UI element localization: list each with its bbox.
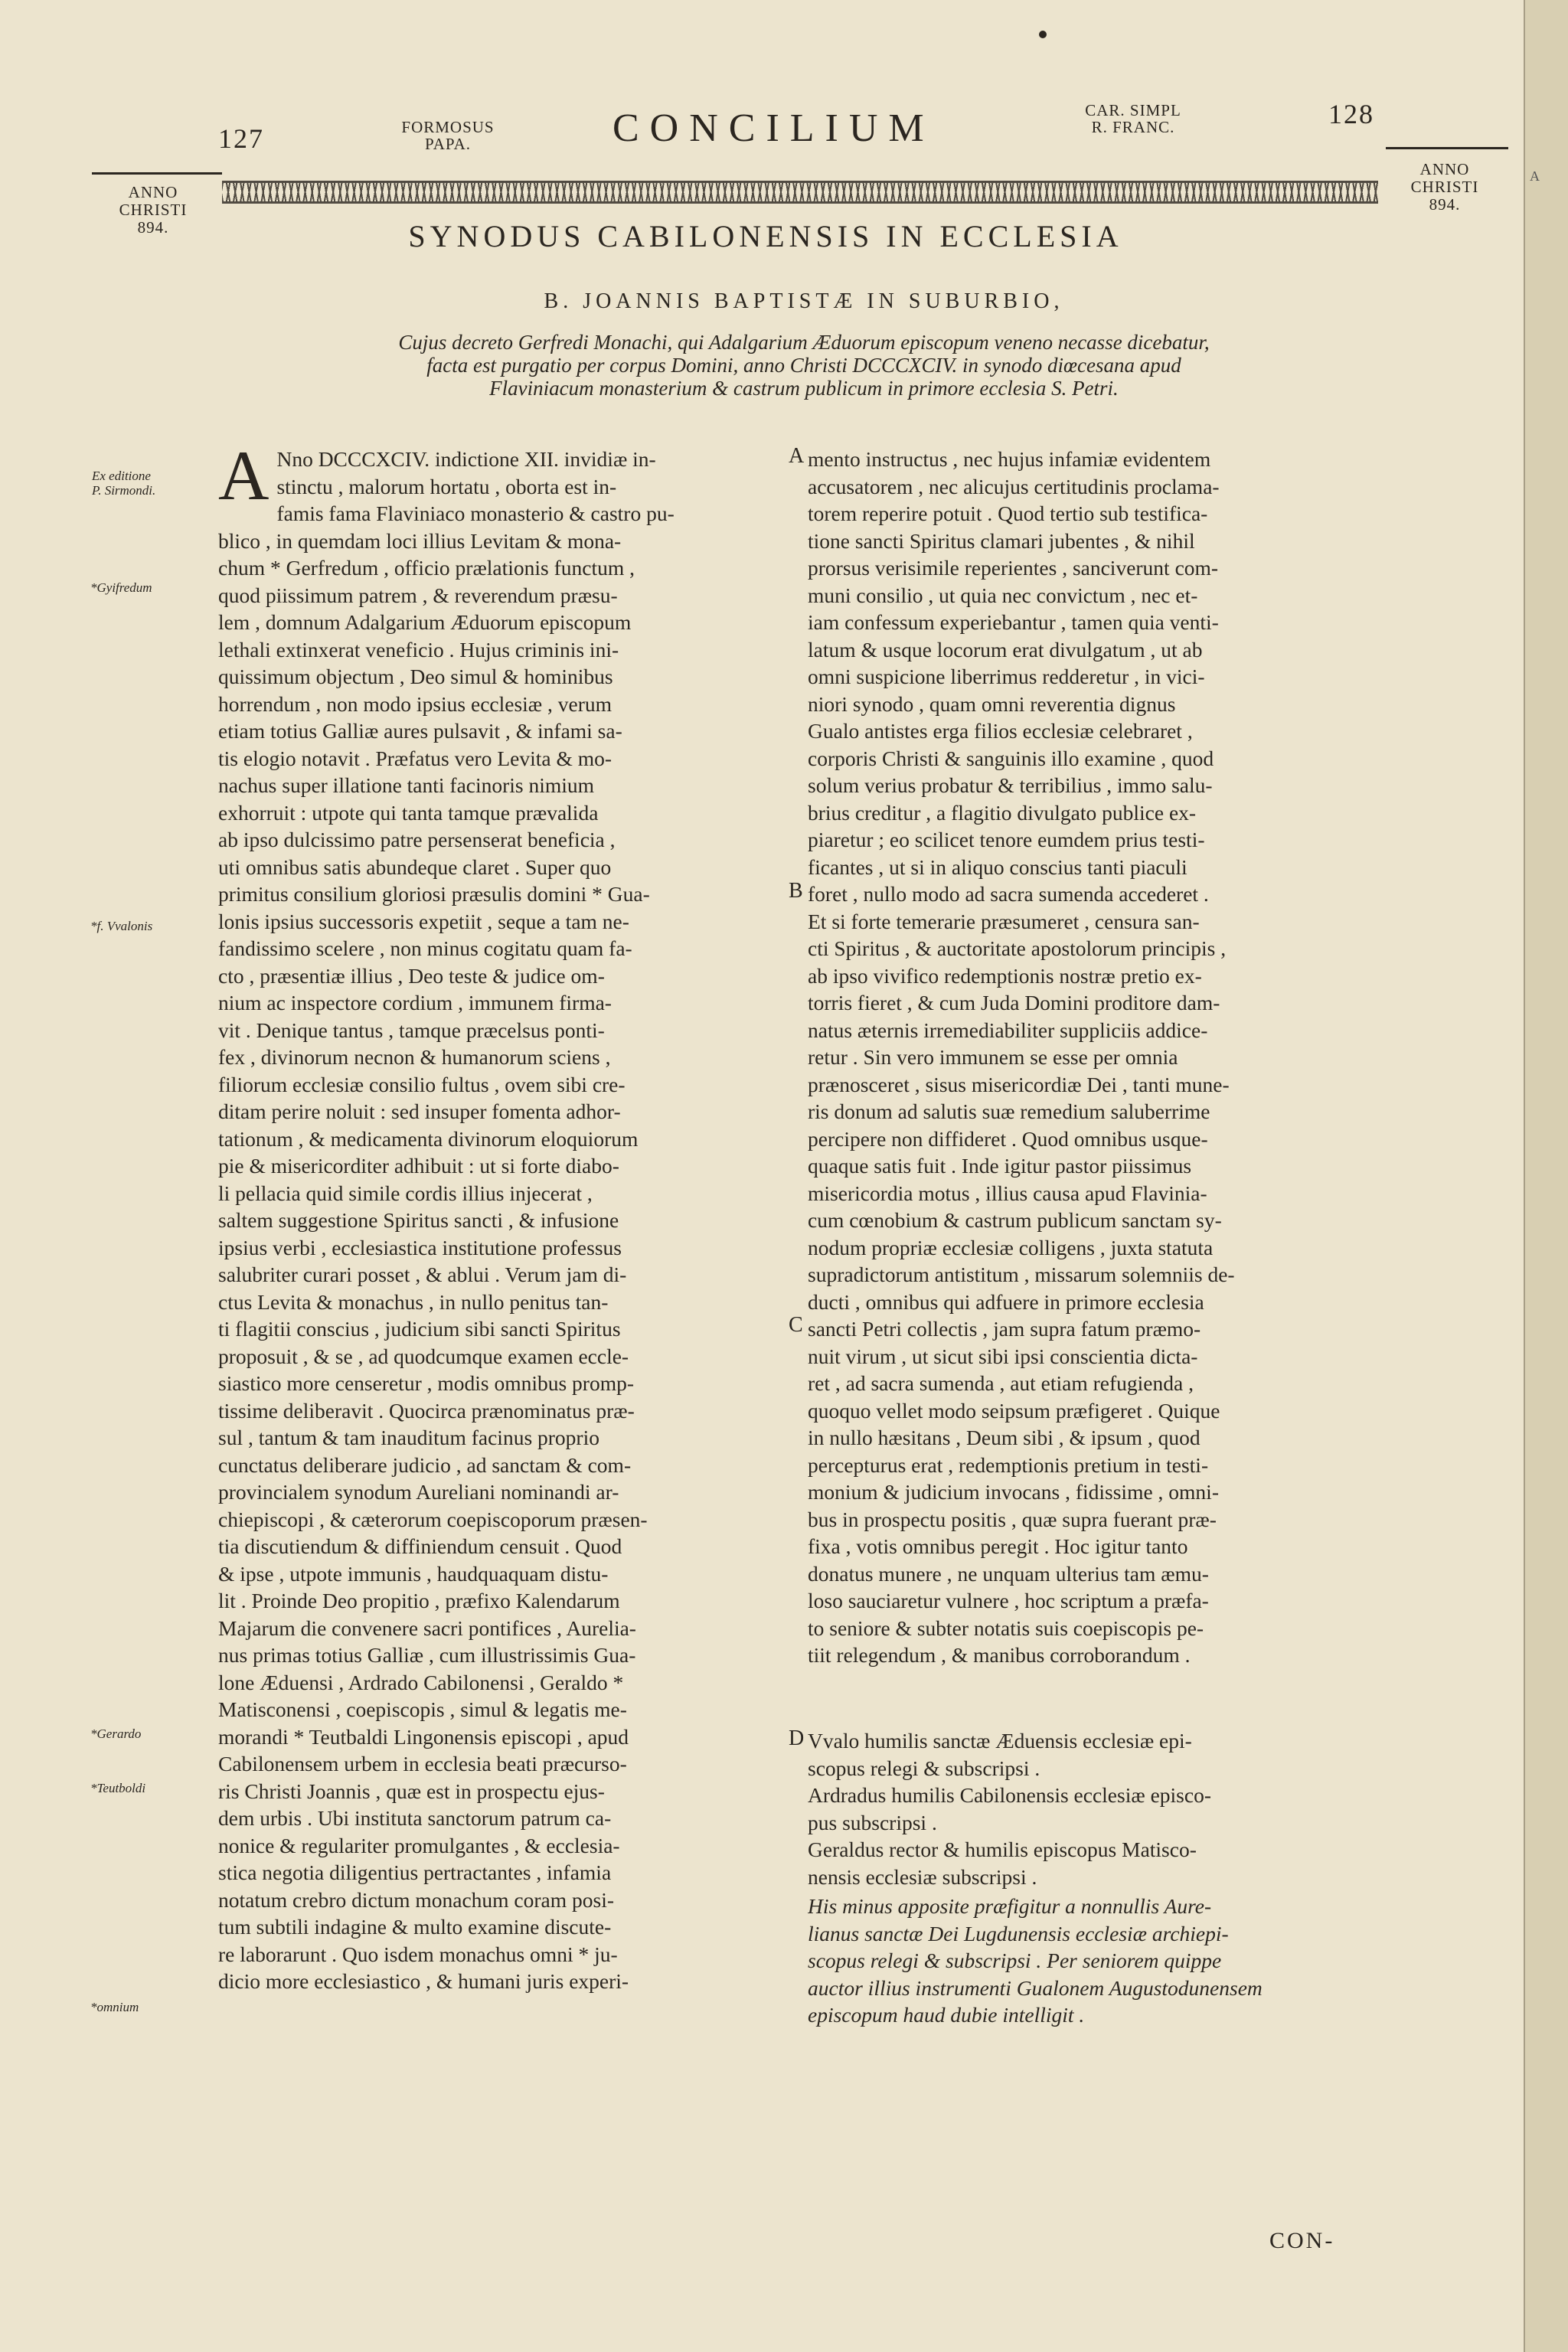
text-line: quaque satis fuit . Inde igitur pastor piissimus <box>808 1154 1192 1178</box>
text-line: blico , in quemdam loci illius Levitam & mona- <box>218 528 622 553</box>
note-line: auctor illius instrumenti Gualonem Augustodunensem <box>808 1975 1263 2000</box>
text-line: cunctatus deliberare judicio , ad sanctam & com- <box>218 1452 632 1477</box>
text-line: etiam totius Galliæ aures pulsavit , & infami sa- <box>218 719 622 743</box>
text-line: loso sauciaretur vulnere , hoc scriptum a præfa- <box>808 1589 1209 1612</box>
text-line: fixa , votis omnibus peregit . Hoc igitur tanto <box>808 1534 1188 1558</box>
text-line: nus primas totius Galliæ , cum illustrissimis Gua- <box>218 1643 636 1667</box>
text-line: mento instructus , nec hujus infamiæ evidentem <box>808 447 1211 471</box>
text-line: stinctu , malorum hortatu , oborta est in- <box>276 474 617 498</box>
text-line: & ipse , utpote immunis , haudquaquam distu- <box>218 1561 609 1586</box>
text-line: pie & misericorditer adhibuit : ut si forte diabo- <box>218 1154 619 1178</box>
text-line: nium ac inspectore cordium , immunem firma- <box>218 991 612 1014</box>
text-line: primitus consilium gloriosi præsulis domini * Gua- <box>218 882 650 906</box>
anno-right-line3: 894. <box>1429 195 1461 214</box>
text-line: ipsius verbi , ecclesiastica institutione professus <box>218 1235 622 1259</box>
text-line: nachus super illatione tanti facinoris nimium <box>218 773 595 797</box>
anno-rule-right <box>1386 147 1508 149</box>
margin-note: *f. Vvalonis <box>90 919 153 933</box>
text-line: exhorruit : utpote qui tanta tamque prævalida <box>218 800 599 825</box>
text-line: tione sancti Spiritus clamari jubentes , & nihil <box>808 528 1195 553</box>
text-line: nonice & regulariter promulgantes , & ecclesia- <box>218 1833 620 1857</box>
text-line: latum & usque locorum erat divulgatum , ut ab <box>808 637 1203 662</box>
text-line: tiit relegendum , & manibus corroborandum . <box>808 1643 1191 1667</box>
text-line: ret , ad sacra sumenda , aut etiam refugienda , <box>808 1371 1194 1395</box>
signature-line: nensis ecclesiæ subscripsi . <box>808 1864 1037 1889</box>
text-line: tia discutiendum & diffiniendum censuit . Quod <box>218 1534 622 1558</box>
anno-right-line1: ANNO <box>1419 160 1470 178</box>
anno-left-line1: ANNO <box>128 183 178 201</box>
text-line: percepturus erat , redemptionis pretium in testi- <box>808 1452 1209 1477</box>
signatures-block <box>808 1727 1390 1890</box>
text-line: cum cœnobium & castrum publicum sanctam sy- <box>808 1208 1222 1232</box>
anno-right-line2: CHRISTI <box>1410 178 1479 196</box>
text-line: nuit virum , ut sicut sibi ipsi conscientia dicta- <box>808 1344 1198 1368</box>
text-line: brius creditur , a flagitio divulgato publice ex- <box>808 800 1197 825</box>
ornamental-border <box>222 181 1378 204</box>
anno-rule-left <box>92 172 222 175</box>
text-line: ris donum ad salutis suæ remedium saluberrime <box>808 1099 1210 1123</box>
margin-note: *Teutboldi <box>90 1781 146 1795</box>
text-line: tissime deliberavit . Quocirca prænominatus præ- <box>218 1398 635 1423</box>
text-line: ab ipso dulcissimo patre persenserat beneficia , <box>218 828 616 851</box>
text-line: piaretur ; eo scilicet tenore eumdem prius testi- <box>808 828 1205 851</box>
section-mark-c: C <box>789 1313 803 1337</box>
text-line: provincialem synodum Aureliani nominandi ar- <box>218 1480 619 1504</box>
text-line: foret , nullo modo ad sacra sumenda accederet . <box>808 882 1209 906</box>
text-line: Et si forte temerarie præsumeret , censura san- <box>808 909 1200 933</box>
text-line: tum subtili indagine & multo examine discute- <box>218 1915 612 1939</box>
text-line: chum * Gerfredum , officio prælationis functum , <box>218 556 635 580</box>
text-line: siastico more censeretur , modis omnibus promp- <box>218 1371 635 1395</box>
note-line: His minus apposite præfigitur a nonnullis Aure- <box>808 1894 1212 1918</box>
adjacent-page-bleed: A <box>1530 168 1540 184</box>
text-line: quissimum objectum , Deo simul & hominibus <box>218 665 613 688</box>
text-line: ris Christi Joannis , quæ est in prospectu ejus- <box>218 1779 605 1803</box>
running-head-left-line2: PAPA. <box>424 135 472 153</box>
text-line: cto , præsentiæ illius , Deo teste & judice om- <box>218 963 605 988</box>
text-line: nodum propriæ ecclesiæ colligens , juxta statuta <box>808 1235 1214 1259</box>
margin-note-edition <box>92 469 214 498</box>
text-line: sancti Petri collectis , jam supra fatum præmo- <box>808 1317 1201 1341</box>
running-title: CONCILIUM <box>612 106 935 150</box>
text-line: misericordia motus , illius causa apud Flavinia- <box>808 1181 1207 1205</box>
text-line: uti omnibus satis abundeque claret . Super quo <box>218 854 612 879</box>
closing-note <box>808 1893 1390 2029</box>
running-head-right-line2: R. FRANC. <box>1091 118 1175 136</box>
margin-note-line: Ex editione <box>92 469 151 483</box>
right-text-column <box>808 446 1390 1669</box>
running-head-right-line1: CAR. SIMPL <box>1085 101 1181 119</box>
text-line: omni suspicione liberrimus redderetur , in vici- <box>808 665 1205 688</box>
text-line: proposuit , & se , ad quodcumque examen eccle- <box>218 1344 629 1368</box>
text-line: ducti , omnibus qui adfuere in primore ecclesia <box>808 1289 1204 1314</box>
text-line: donatus munere , ne unquam ulterius tam æmu- <box>808 1561 1209 1586</box>
text-line: fex , divinorum necnon & humanorum sciens , <box>218 1045 611 1069</box>
page-number-left: 127 <box>218 123 264 154</box>
text-line: ti flagitii conscius , judicium sibi sancti Spiritus <box>218 1317 621 1341</box>
text-line: supradictorum antistitum , missarum solemniis de- <box>808 1263 1235 1286</box>
text-line: filiorum ecclesiæ consilio fultus , ovem sibi cre- <box>218 1072 626 1096</box>
next-page-edge <box>1524 0 1568 2352</box>
text-line: Matisconensi , coepiscopis , simul & legatis me- <box>218 1697 627 1721</box>
running-head-left-line1: FORMOSUS <box>401 118 495 136</box>
text-line: monium & judicium invocans , fidissime , omni- <box>808 1480 1219 1504</box>
anno-left <box>96 184 211 237</box>
text-line: natus æternis irremediabiliter suppliciis addice- <box>808 1018 1208 1042</box>
signature-line: Geraldus rector & humilis episcopus Matisco- <box>808 1838 1197 1861</box>
text-line: Majarum die convenere sacri pontifices , Aurelia- <box>218 1615 636 1640</box>
note-line: lianus sanctæ Dei Lugdunensis ecclesiæ archiepi- <box>808 1921 1229 1945</box>
signature-line: pus subscripsi . <box>808 1810 937 1834</box>
text-line: bus in prospectu positis , quæ supra fuerant præ- <box>808 1507 1217 1531</box>
signature-line: scopus relegi & subscripsi . <box>808 1756 1040 1780</box>
text-line: lethali extinxerat veneficio . Hujus criminis ini- <box>218 637 619 662</box>
text-line: tis elogio notavit . Præfatus vero Levita & mo- <box>218 746 612 770</box>
text-line: percipere non diffideret . Quod omnibus usque- <box>808 1126 1208 1151</box>
running-head-right <box>1064 102 1202 136</box>
section-mark-a: A <box>789 444 805 468</box>
text-line: retur . Sin vero immunem se esse per omnia <box>808 1045 1178 1069</box>
text-line: iam confessum experiebantur , tamen quia venti- <box>808 610 1219 634</box>
signature-line: Ardradus humilis Cabilonensis ecclesiæ episco- <box>808 1783 1211 1807</box>
text-line: sul , tantum & tam inauditum facinus proprio <box>218 1426 599 1449</box>
text-line: prorsus verisimile reperientes , sanciverunt com- <box>808 556 1219 580</box>
text-line: lonis ipsius successoris expetiit , seque a tam ne- <box>218 909 629 933</box>
text-line: dem urbis . Ubi instituta sanctorum patrum ca- <box>218 1806 612 1830</box>
text-line: Gualo antistes erga filios ecclesiæ celebraret , <box>808 719 1193 743</box>
drop-cap: A <box>218 436 270 514</box>
page-number-right: 128 <box>1328 99 1374 129</box>
margin-note-line: P. Sirmondi. <box>92 483 156 498</box>
text-line: lone Æduensi , Ardrado Cabilonensi , Geraldo * <box>218 1670 624 1694</box>
text-line: niori synodo , quam omni reverentia dignus <box>808 691 1176 716</box>
text-line: ab ipso vivifico redemptionis nostræ pretio ex- <box>808 963 1202 988</box>
text-line: famis fama Flaviniaco monasterio & castro pu- <box>276 501 675 525</box>
text-line: re laborarunt . Quo isdem monachus omni * ju- <box>218 1942 618 1966</box>
text-line: quod piissimum patrem , & reverendum præsu- <box>218 583 618 607</box>
text-line: quoquo vellet modo seipsum præfigeret . Quique <box>808 1398 1220 1423</box>
anno-left-line2: CHRISTI <box>119 201 188 219</box>
text-line: torris fieret , & cum Juda Domini proditore dam- <box>808 991 1220 1014</box>
intro-summary <box>191 331 1416 400</box>
text-line: ctus Levita & monachus , in nullo penitus tan- <box>218 1289 609 1314</box>
note-line: scopus relegi & subscripsi . Per seniorem quippe <box>808 1949 1222 1972</box>
text-line: salubriter curari posset , & ablui . Verum jam di- <box>218 1263 627 1286</box>
text-line: to seniore & subter notatis suis coepiscopis pe- <box>808 1615 1204 1640</box>
text-line: morandi * Teutbaldi Lingonensis episcopi , apud <box>218 1724 629 1749</box>
text-line: ficantes , ut si in aliquo conscius tanti piaculi <box>808 854 1187 879</box>
text-line: Nno DCCCXCIV. indictione XII. invidiæ in- <box>276 447 656 471</box>
text-line: Cabilonensem urbem in ecclesia beati præcurso- <box>218 1752 627 1775</box>
text-line: stica negotia diligentius pertractantes , infamia <box>218 1860 612 1884</box>
text-line: torem reperire potuit . Quod tertio sub testifica- <box>808 501 1208 525</box>
intro-line: Flaviniacum monasterium & castrum publicum in primore ecclesia S. Petri. <box>489 377 1119 400</box>
text-line: saltem suggestione Spiritus sancti , & infusione <box>218 1208 619 1232</box>
text-line: in nullo hæsitans , Deum sibi , & ipsum , quod <box>808 1426 1200 1449</box>
text-line: lem , domnum Adalgarium Æduorum episcopum <box>218 610 632 634</box>
text-line: horrendum , non modo ipsius ecclesiæ , verum <box>218 691 612 716</box>
synod-title: SYNODUS CABILONENSIS IN ECCLESIA <box>408 219 1123 253</box>
text-line: chiepiscopi , & cæterorum coepiscoporum præsen- <box>218 1507 648 1531</box>
text-line: accusatorem , nec alicujus certitudinis proclama- <box>808 474 1220 498</box>
text-line: ditam perire noluit : sed insuper fomenta adhor- <box>218 1099 621 1123</box>
anno-left-line3: 894. <box>137 218 169 237</box>
text-line: fandissimo scelere , non minus cogitatu quam fa- <box>218 936 632 960</box>
text-line: tationum , & medicamenta divinorum eloquiorum <box>218 1126 639 1151</box>
note-line: episcopum haud dubie intelligit . <box>808 2003 1085 2027</box>
text-line: vit . Denique tantus , tamque præcelsus ponti- <box>218 1018 605 1042</box>
text-line: lit . Proinde Deo propitio , præfixo Kalendarum <box>218 1589 620 1612</box>
section-mark-b: B <box>789 879 803 903</box>
signature-line: Vvalo humilis sanctæ Æduensis ecclesiæ epi- <box>808 1729 1192 1753</box>
anno-right <box>1387 161 1502 214</box>
text-line: prænosceret , sisus misericordiæ Dei , tanti mune- <box>808 1072 1230 1096</box>
intro-line: facta est purgatio per corpus Domini, anno Christi DCCCXCIV. in synodo diœcesana apud <box>426 354 1181 377</box>
margin-note: *Gyifredum <box>90 580 152 595</box>
running-head-left <box>387 119 509 152</box>
text-line: muni consilio , ut quia nec convictum , nec et- <box>808 583 1198 607</box>
margin-note: *omnium <box>90 2000 139 2014</box>
ink-dot <box>1039 31 1047 38</box>
synod-subtitle: B. JOANNIS BAPTISTÆ IN SUBURBIO, <box>544 289 1064 313</box>
intro-line: Cujus decreto Gerfredi Monachi, qui Adalgarium Æduorum episcopum veneno necasse dicebatur, <box>398 331 1210 354</box>
text-line: dicio more ecclesiastico , & humani juris experi- <box>218 1969 629 1993</box>
left-text-column <box>218 436 785 1995</box>
margin-note: *Gerardo <box>90 1726 142 1741</box>
text-line: notatum crebro dictum monachum coram posi- <box>218 1887 615 1912</box>
text-line: solum verius probatur & terribilius , immo salu- <box>808 773 1213 797</box>
text-line: cti Spiritus , & auctoritate apostolorum principis , <box>808 936 1227 960</box>
catchword: CON- <box>1269 2228 1335 2253</box>
text-line: li pellacia quid simile cordis illius injecerat , <box>218 1181 593 1205</box>
section-mark-d: D <box>789 1726 805 1750</box>
text-line: corporis Christi & sanguinis illo examine , quod <box>808 746 1214 770</box>
